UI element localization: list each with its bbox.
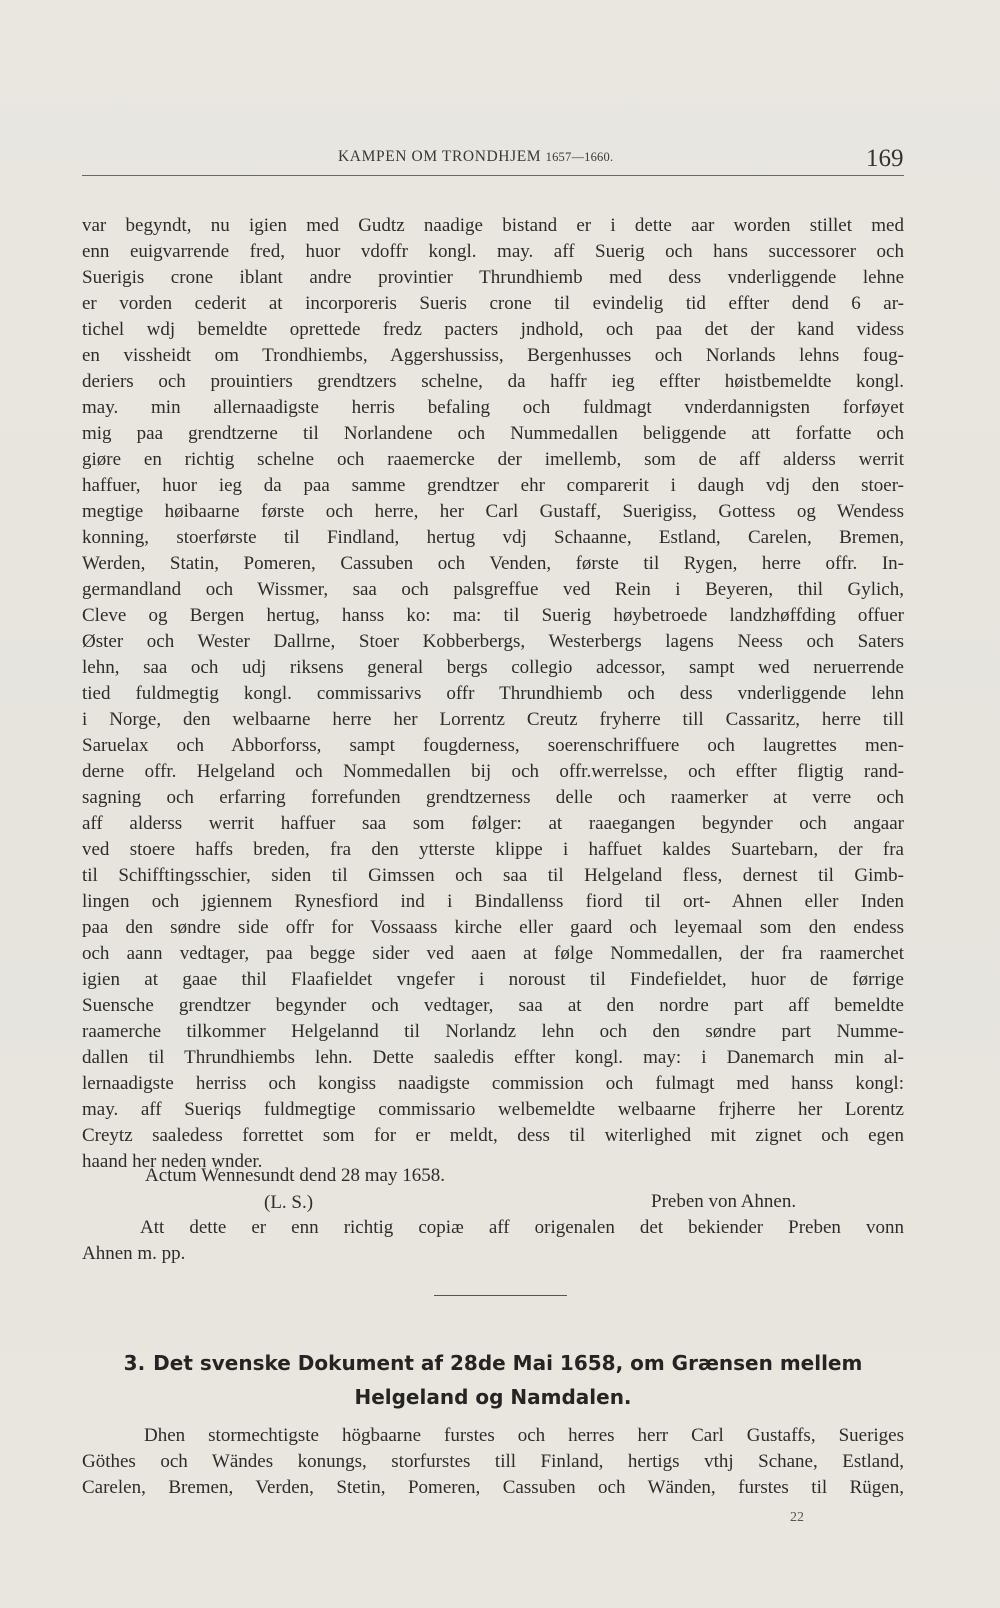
section-heading-line-1 bbox=[82, 1346, 904, 1380]
text-line: tied fuldmegtig kongl. commissarivs offr Thrundhiemb och dess vnderliggende lehn bbox=[82, 683, 904, 704]
section-heading-text-1: Det svenske Dokument af 28de Mai 1658, om Grænsen mellem bbox=[153, 1351, 863, 1375]
copy-attestation-line-1: Att dette er enn richtig copiæ aff origenalen det bekiender Preben vonn bbox=[140, 1217, 904, 1238]
text-line: giøre en richtig schelne och raaemercke der imellemb, som de aff alderss werrit bbox=[82, 449, 904, 470]
text-line: lingen och jgiennem Rynesfiord ind i Bindallenss fiord til ort- Ahnen eller Inden bbox=[82, 891, 904, 912]
section-number: 3. bbox=[123, 1351, 146, 1375]
text-line: konning, stoerførste til Findland, hertug vdj Schaanne, Estland, Carelen, Bremen, bbox=[82, 527, 904, 548]
text-line: var begyndt, nu igien med Gudtz naadige bistand er i dette aar worden stillet med bbox=[82, 215, 904, 236]
text-line: Saruelax och Abborforss, sampt fougderness, soerenschriffuere och laugrettes men- bbox=[82, 735, 904, 756]
text-line: deriers och prouintiers grendtzers schelne, da haffr ieg effter høistbemeldte kongl. bbox=[82, 371, 904, 392]
seal-mark: (L. S.) bbox=[264, 1192, 314, 1213]
text-line: tichel wdj bemeldte oprettede fredz pacters jndhold, och paa det der kand videss bbox=[82, 319, 904, 340]
header-rule bbox=[82, 175, 904, 176]
text-line: er vorden cederit at incorporeris Sueris crone til evindelig tid effter dend 6 ar- bbox=[82, 293, 904, 314]
text-line: germandland och Wissmer, saa och palsgreffue ved Rein i Beyeren, thil Gylich, bbox=[82, 579, 904, 600]
text-line: Øster och Wester Dallrne, Stoer Kobberbergs, Westerbergs lagens Neess och Saters bbox=[82, 631, 904, 652]
running-years: 1657—1660. bbox=[545, 150, 614, 164]
text-line: enn euigvarrende fred, huor vdoffr kongl. may. aff Suerig och hans successorer och bbox=[82, 241, 904, 262]
actum-line: Actum Wennesundt dend 28 may 1658. bbox=[145, 1165, 445, 1186]
section-body-text bbox=[82, 1423, 904, 1501]
text-line: Carelen, Bremen, Verden, Stetin, Pomeren, Cassuben och Wänden, furstes til Rügen, bbox=[82, 1477, 904, 1498]
text-line: lehn, saa och udj riksens general bergs collegio adcessor, sampt wed neruerrende bbox=[82, 657, 904, 678]
text-line: Werden, Statin, Pomeren, Cassuben och Venden, første til Rygen, herre offr. In- bbox=[82, 553, 904, 574]
text-line: lernaadigste herriss och kongiss naadigste commission och fulmagt med hanss kongl: bbox=[82, 1073, 904, 1094]
text-line: och aann vedtager, paa begge sider ved aaen at følge Nommedallen, der fra raamerchet bbox=[82, 943, 904, 964]
running-head bbox=[338, 148, 613, 166]
text-line: haffuer, huor ieg da paa samme grendtzer ehr comparerit i daugh vdj den stoer- bbox=[82, 475, 904, 496]
text-line: Göthes och Wändes konungs, storfurstes till Finland, hertigs vthj Schane, Estland, bbox=[82, 1451, 904, 1472]
section-heading bbox=[82, 1346, 904, 1414]
text-line: ved stoere haffs breden, fra den ytterste klippe i haffuet kaldes Suartebarn, der fra bbox=[82, 839, 904, 860]
text-line: aff alderss werrit haffuer saa som følger: at raaegangen begynder och angaar bbox=[82, 813, 904, 834]
running-title: KAMPEN OM TRONDHJEM bbox=[338, 148, 546, 165]
text-line: raamerche tilkommer Helgelannd til Norlandz lehn och den søndre part Numme- bbox=[82, 1021, 904, 1042]
text-line: Dhen stormechtigste högbaarne furstes och herres herr Carl Gustaffs, Sueriges bbox=[144, 1425, 904, 1446]
signer-name: Preben von Ahnen. bbox=[651, 1191, 797, 1212]
text-line: may. aff Sueriqs fuldmegtige commissario welbemeldte welbaarne frjherre her Lorentz bbox=[82, 1099, 904, 1120]
text-line: i Norge, den welbaarne herre her Lorrentz Creutz fryherre till Cassaritz, herre till bbox=[82, 709, 904, 730]
main-body-text bbox=[82, 213, 904, 1175]
text-line: dallen til Thrundhiembs lehn. Dette saaledis effter kongl. may: i Danemarch min al- bbox=[82, 1047, 904, 1068]
text-line: sagning och erfarring forrefunden grendtzerness delle och raamerker at verre och bbox=[82, 787, 904, 808]
text-line: may. min allernaadigste herris befaling och fuldmagt vnderdannigsten forføyet bbox=[82, 397, 904, 418]
copy-attestation-line-2: Ahnen m. pp. bbox=[82, 1243, 186, 1264]
text-line: megtige høibaarne første och herre, her Carl Gustaff, Suerigiss, Gottess og Wendess bbox=[82, 501, 904, 522]
page-number: 169 bbox=[866, 145, 904, 172]
section-heading-line-2: Helgeland og Namdalen. bbox=[354, 1385, 632, 1409]
text-line: Suerigis crone iblant andre provintier Thrundhiemb med dess vnderliggende lehne bbox=[82, 267, 904, 288]
printer-signature-mark: 22 bbox=[790, 1510, 804, 1525]
text-line: Creytz saaledess forrettet som for er meldt, dess til witerlighed mit zignet och egen bbox=[82, 1125, 904, 1146]
text-line: til Schifftingsschier, siden til Gimssen och saa til Helgeland fless, dernest til Gimb- bbox=[82, 865, 904, 886]
text-line: en vissheidt om Trondhiembs, Aggershussiss, Bergenhusses och Norlands lehns foug- bbox=[82, 345, 904, 366]
text-line: igien at gaae thil Flaafieldet vngefer i noroust til Findefieldet, huor de førrige bbox=[82, 969, 904, 990]
text-line: mig paa grendtzerne til Norlandene och Nummedallen beliggende att forfatte och bbox=[82, 423, 904, 444]
text-line: derne offr. Helgeland och Nommedallen bij och offr.werrelsse, och effter fligtig rand- bbox=[82, 761, 904, 782]
text-line: Suensche grendtzer begynder och vedtager, saa at den nordre part aff bemeldte bbox=[82, 995, 904, 1016]
text-line: Cleve og Bergen hertug, hanss ko: ma: til Suerig høybetroede landzhøffding offuer bbox=[82, 605, 904, 626]
text-line: paa den søndre side offr for Vossaass kirche eller gaard och leyemaal som den endess bbox=[82, 917, 904, 938]
section-separator bbox=[434, 1295, 567, 1296]
text-line: haand her neden wnder. bbox=[82, 1151, 263, 1172]
